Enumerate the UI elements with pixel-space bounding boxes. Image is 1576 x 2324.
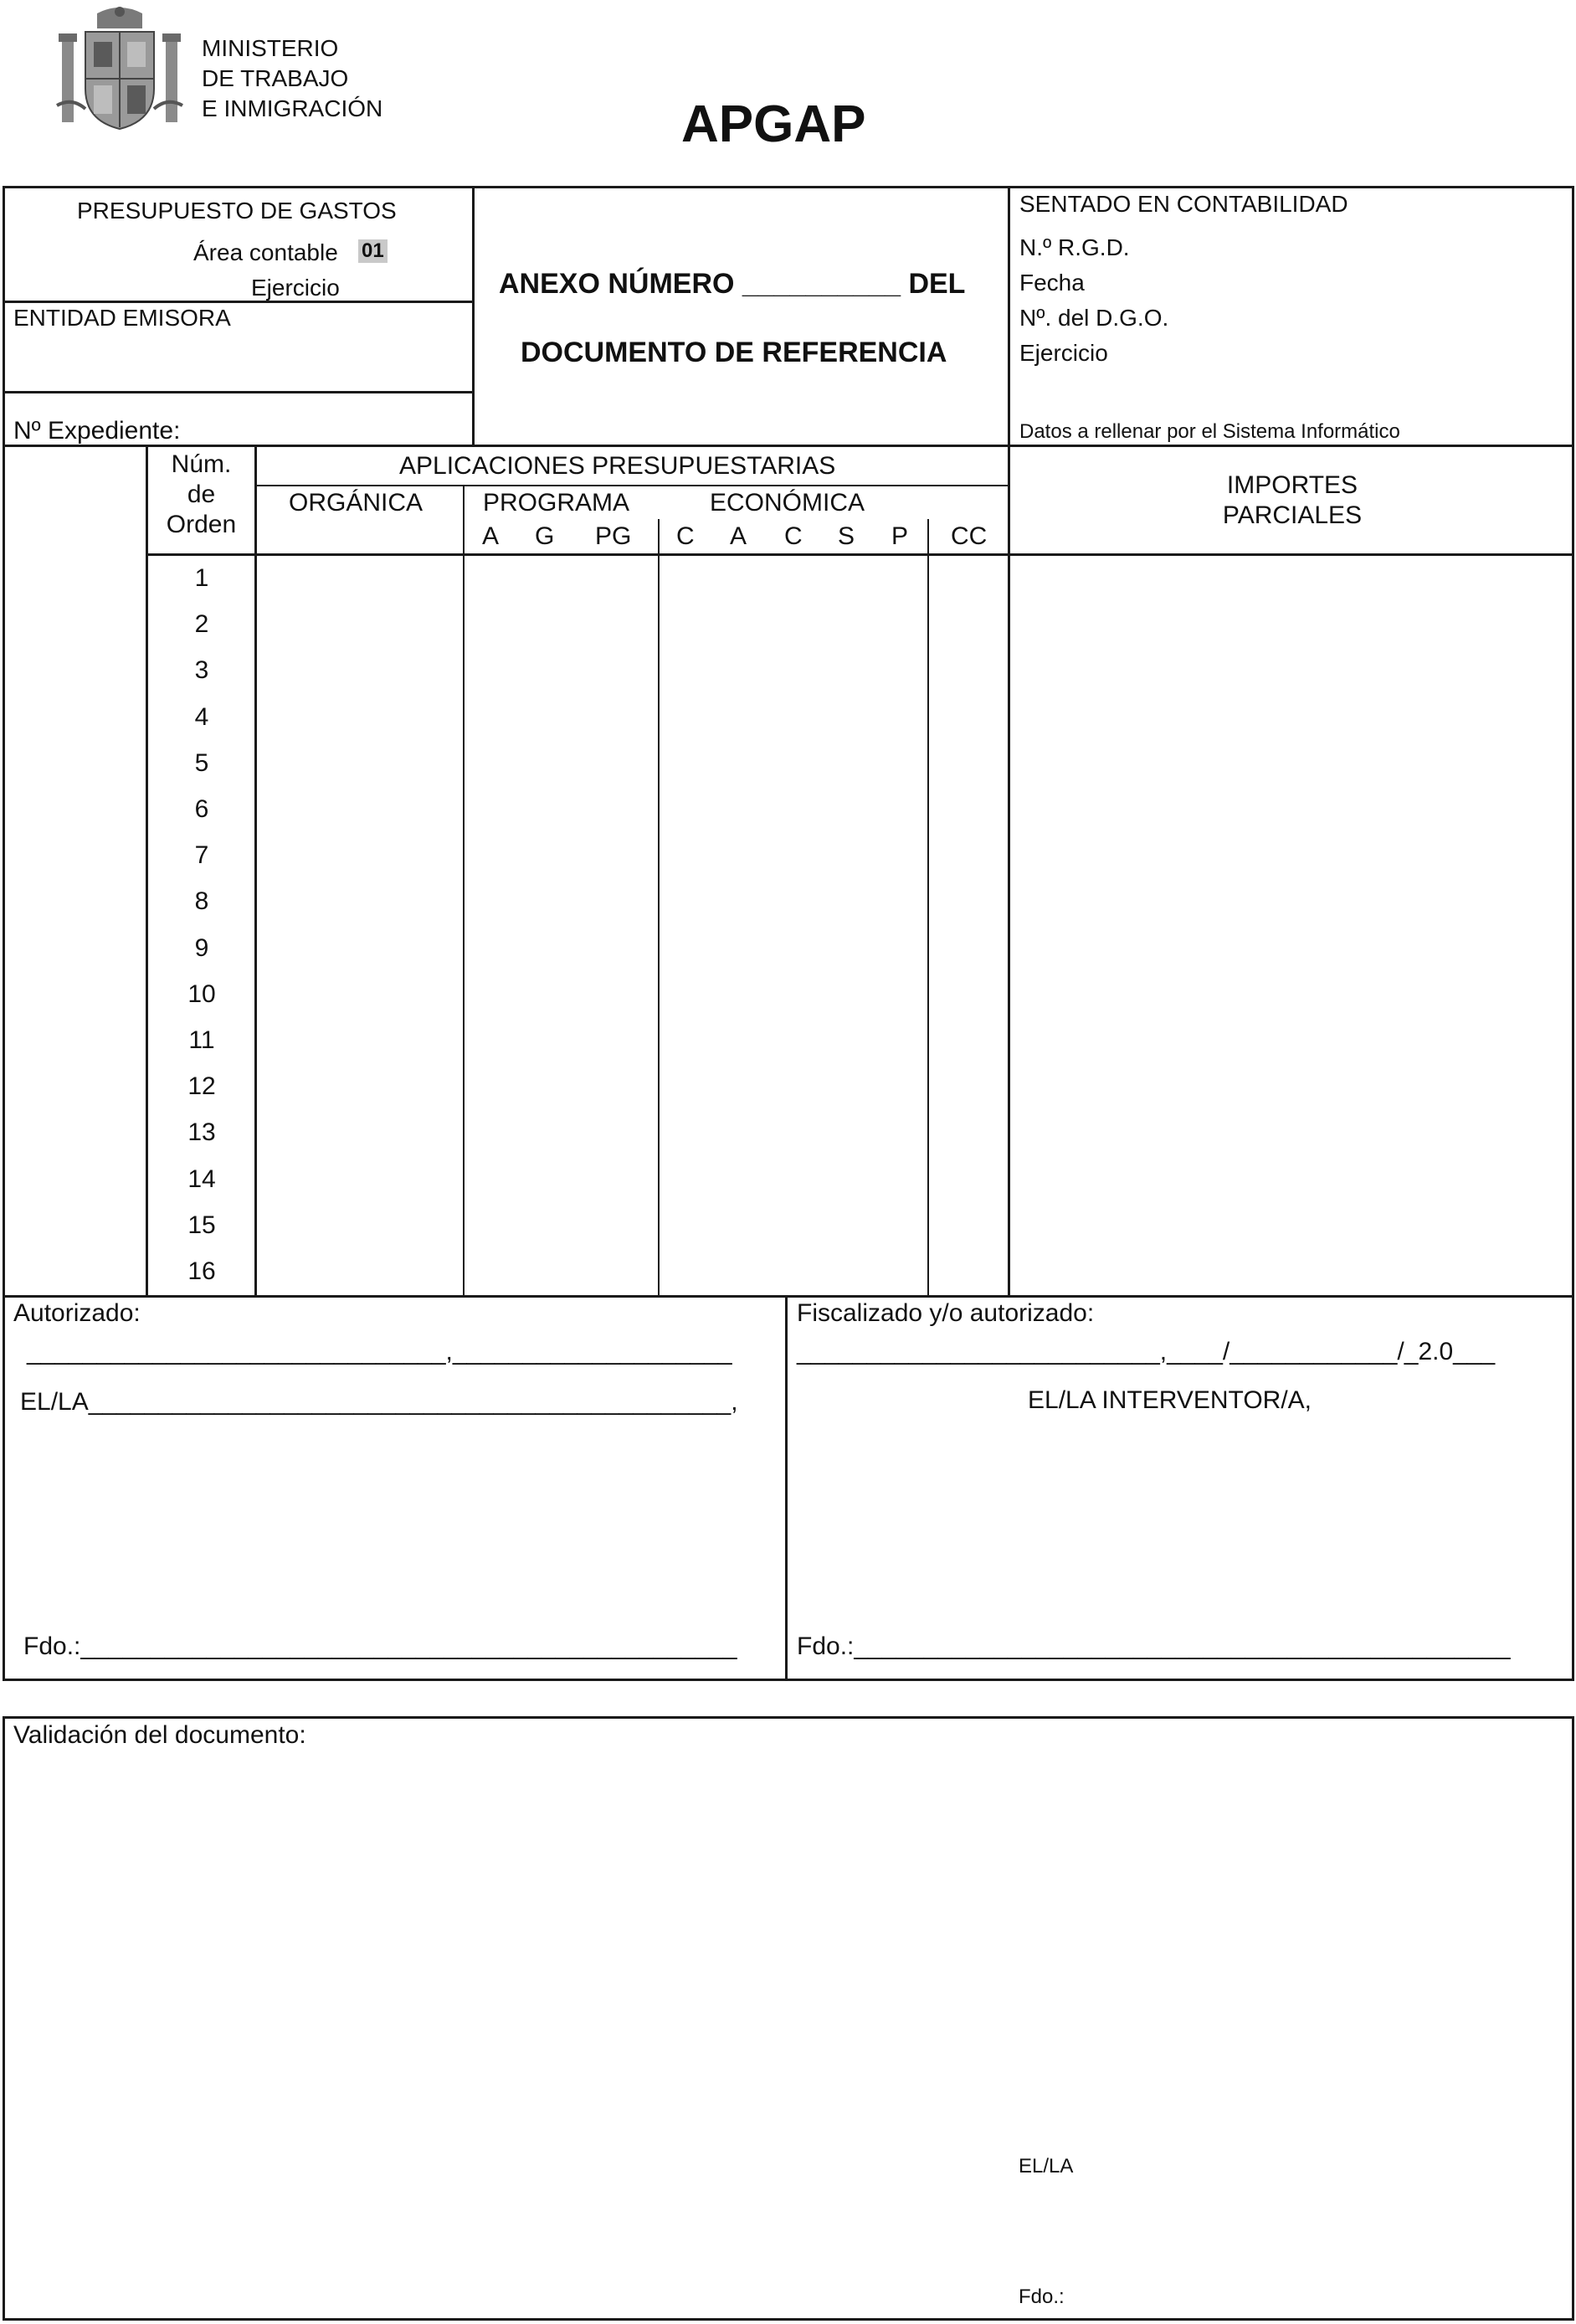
ejercicio-label: Ejercicio — [251, 275, 340, 301]
economica-sub-s: S — [838, 522, 855, 550]
fecha-label: Fecha — [1019, 270, 1085, 296]
row-number: 2 — [194, 610, 209, 638]
validacion-ella: EL/LA — [1019, 2155, 1074, 2177]
aplicaciones-header: APLICACIONES PRESUPUESTARIAS — [399, 452, 836, 480]
fiscalizado-label: Fiscalizado y/o autorizado: — [797, 1299, 1095, 1327]
row-number: 1 — [194, 564, 209, 592]
organica-header: ORGÁNICA — [289, 489, 424, 517]
documento-referencia: DOCUMENTO DE REFERENCIA — [521, 337, 947, 368]
economica-sub-a: A — [730, 522, 747, 550]
header-section — [3, 186, 1574, 447]
row-number: 5 — [194, 749, 209, 777]
rgd-label: N.º R.G.D. — [1019, 234, 1130, 260]
anexo-numero-text: ANEXO NÚMERO __________ DEL — [499, 268, 966, 300]
sistema-informatico-note: Datos a rellenar por el Sistema Informático — [1019, 420, 1400, 443]
economica-header: ECONÓMICA — [710, 489, 865, 517]
validacion-fdo[interactable]: Fdo.: — [1019, 2285, 1065, 2308]
row-number: 11 — [188, 1026, 215, 1054]
row-number: 6 — [194, 795, 209, 823]
fiscalizado-place-date-line[interactable]: __________________________,____/____________/_2.0___ — [797, 1338, 1496, 1365]
row-number: 7 — [194, 841, 209, 869]
programa-header: PROGRAMA — [483, 489, 630, 517]
validacion-section — [3, 1716, 1574, 2321]
row-number: 8 — [194, 887, 209, 915]
ministry-line-3: E INMIGRACIÓN — [202, 95, 383, 121]
interventor-label: EL/LA INTERVENTOR/A, — [1028, 1386, 1312, 1414]
economica-sub-c2: C — [784, 522, 803, 550]
form-code-title: APGAP — [681, 95, 866, 153]
programa-sub-g: G — [535, 522, 555, 550]
importes-header-2: PARCIALES — [1222, 501, 1363, 529]
row-number: 10 — [187, 980, 216, 1008]
expediente-label[interactable]: Nº Expediente: — [13, 417, 181, 445]
row-number: 15 — [187, 1211, 216, 1239]
row-number: 13 — [187, 1118, 216, 1146]
num-header-3: Orden — [166, 511, 237, 538]
row-number: 12 — [187, 1072, 216, 1100]
row-number: 14 — [187, 1165, 216, 1193]
autorizado-place-date-line[interactable]: ______________________________,____________________ — [27, 1338, 732, 1365]
ejercicio-right-label: Ejercicio — [1019, 340, 1108, 366]
coat-of-arms-logo — [55, 5, 184, 132]
entidad-emisora-label[interactable]: ENTIDAD EMISORA — [13, 305, 231, 331]
cc-header: CC — [951, 522, 988, 550]
validacion-label: Validación del documento: — [13, 1721, 306, 1749]
autorizado-fdo-line[interactable]: Fdo.:_______________________________________________ — [23, 1632, 737, 1660]
autorizado-ella-line[interactable]: EL/LA______________________________________________, — [20, 1388, 738, 1416]
dgo-label: Nº. del D.G.O. — [1019, 305, 1169, 331]
fiscalizado-fdo-line[interactable]: Fdo.:_______________________________________________ — [797, 1632, 1511, 1660]
row-number: 4 — [194, 703, 209, 731]
presupuesto-title: PRESUPUESTO DE GASTOS — [77, 198, 397, 224]
programa-sub-pg: PG — [595, 522, 632, 550]
area-contable-label: Área contable — [193, 239, 338, 265]
ministry-line-1: MINISTERIO — [202, 35, 339, 61]
economica-sub-p: P — [891, 522, 909, 550]
row-number: 3 — [194, 656, 209, 684]
num-header-2: de — [187, 481, 216, 508]
economica-sub-c1: C — [676, 522, 695, 550]
num-header-1: Núm. — [171, 450, 232, 478]
autorizado-label: Autorizado: — [13, 1299, 141, 1327]
row-number: 16 — [187, 1257, 216, 1285]
importes-header-1: IMPORTES — [1226, 471, 1358, 499]
programa-sub-a: A — [482, 522, 500, 550]
ministry-line-2: DE TRABAJO — [202, 65, 349, 91]
row-number: 9 — [194, 934, 209, 962]
sentado-contabilidad-title: SENTADO EN CONTABILIDAD — [1019, 191, 1348, 217]
area-contable-value: 01 — [358, 239, 388, 263]
